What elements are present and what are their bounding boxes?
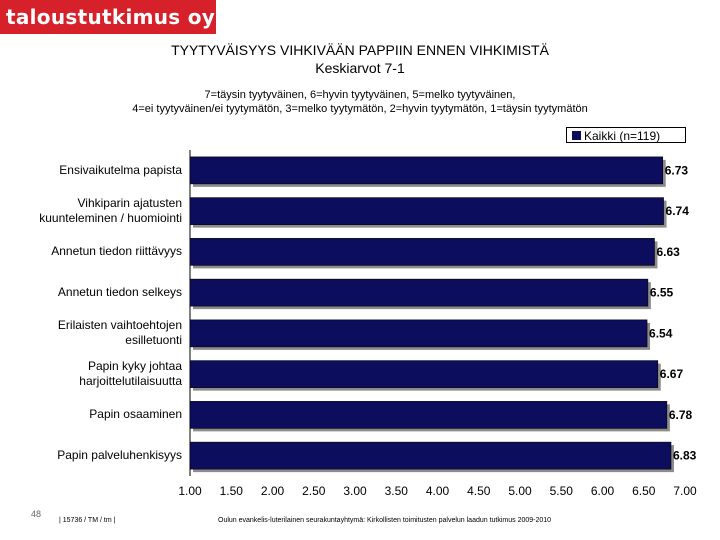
bar-1 (190, 157, 663, 184)
category-label-line: Annetun tiedon selkeys (57, 285, 182, 300)
bar-8 (190, 442, 671, 469)
category-label-line: Papin palveluhenkisyys (57, 448, 182, 463)
bar-4 (190, 279, 648, 306)
bar-2 (190, 198, 664, 225)
category-label-line: Erilaisten vaihtoehtojen (57, 318, 182, 333)
x-tick-label: 5.50 (549, 484, 573, 498)
study-title: Oulun evankelis-luterilainen seurakuntayhtymä: Kirkollisten toimitusten palvelun laadun tutkimus 2009-2010 (218, 517, 552, 524)
project-code: | 15736 / TM / tm | (59, 517, 116, 524)
category-label-line: Papin osaaminen (89, 407, 182, 422)
x-tick-label: 4.50 (467, 484, 491, 498)
bar-3 (190, 238, 654, 265)
x-tick-label: 6.00 (590, 484, 615, 498)
category-label-line: Annetun tiedon riittävyys (51, 244, 182, 259)
x-tick-label: 5.00 (508, 484, 532, 498)
category-label-line: Vihkiparin ajatusten (77, 196, 182, 211)
category-label-line: Ensivaikutelma papista (59, 162, 182, 177)
value-label-4: 6.55 (649, 285, 674, 300)
x-tick-label: 7.00 (673, 484, 697, 498)
x-tick-label: 2.00 (260, 484, 285, 498)
brand-logo: taloustutkimus oy (0, 0, 216, 34)
chart-subtitle: Keskiarvot 7-1 (315, 60, 405, 76)
scale-description-2: 4=ei tyytyväinen/ei tyytymätön, 3=melko tyytymätön, 2=hyvin tyytymätön, 1=täysin tyytymätön (132, 103, 588, 115)
legend-label: Kaikki (n=119) (584, 129, 661, 143)
x-tick-label: 2.50 (302, 484, 326, 498)
category-label-line: kuunteleminen / huomiointi (39, 211, 182, 226)
category-label-line: esilletuonti (125, 333, 182, 348)
value-label-5: 6.54 (649, 326, 673, 341)
bar-5 (190, 320, 647, 347)
value-label-2: 6.74 (665, 204, 689, 219)
value-label-8: 6.83 (672, 448, 697, 463)
scale-description-1: 7=täysin tyytyväinen, 6=hyvin tyytyväinen, 5=melko tyytyväinen, (204, 89, 516, 101)
page-number: 48 (31, 509, 42, 519)
x-tick-label: 1.50 (219, 484, 243, 498)
chart-title: TYYTYVÄISYYS VIHKIVÄÄN PAPPIIN ENNEN VIHKIMISTÄ (171, 42, 549, 58)
x-tick-label: 1.00 (178, 484, 202, 498)
x-tick-label: 3.50 (384, 484, 408, 498)
value-label-7: 6.78 (668, 407, 693, 422)
value-label-3: 6.63 (656, 244, 680, 259)
bar-6 (190, 361, 658, 388)
x-tick-label: 6.50 (632, 484, 656, 498)
category-label-line: harjoittelutilaisuutta (79, 374, 182, 389)
x-tick-label: 3.00 (343, 484, 367, 498)
value-label-6: 6.67 (659, 367, 684, 382)
x-tick-label: 4.00 (425, 484, 450, 498)
category-label-line: Papin kyky johtaa (87, 359, 182, 374)
value-label-1: 6.73 (664, 163, 689, 178)
bar-7 (190, 401, 667, 428)
